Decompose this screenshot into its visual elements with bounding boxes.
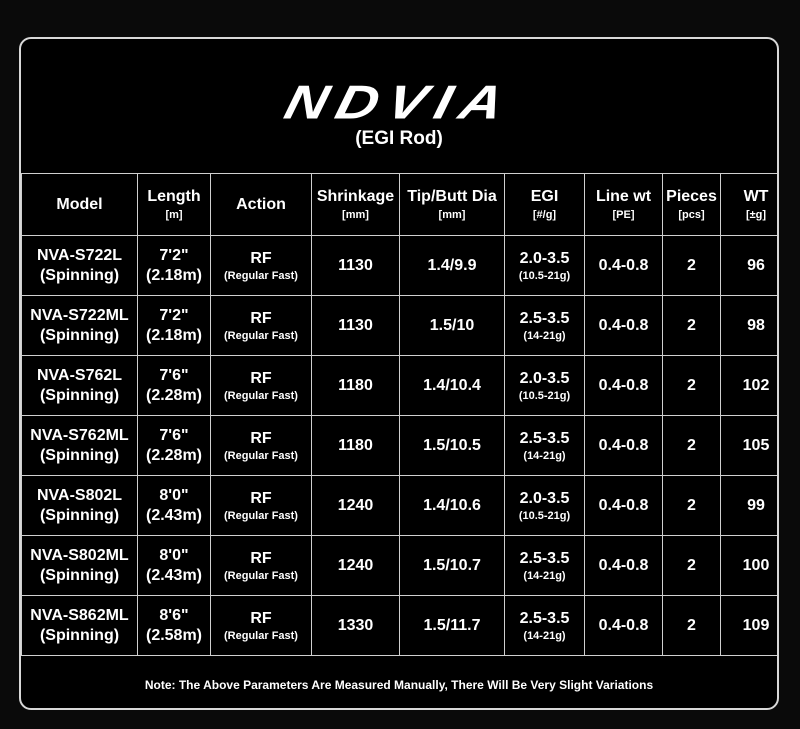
action-description: (Regular Fast) [224, 269, 298, 282]
column-header-unit: [mm] [438, 208, 466, 221]
spec-card [19, 37, 779, 710]
line-weight-value: 0.4-0.8 [598, 496, 649, 514]
table-row [22, 596, 780, 656]
pieces-value: 2 [687, 496, 696, 514]
shrinkage-value: 1240 [337, 556, 374, 574]
length-meters: (2.18m) [145, 266, 203, 284]
column-header-title: Line wt [595, 187, 652, 205]
length-cell [138, 416, 211, 476]
line-weight-cell [585, 476, 663, 536]
column-header [663, 174, 721, 236]
length-feet: 7'2" [159, 246, 189, 264]
egi-grams: (14-21g) [523, 569, 566, 582]
model-type: (Spinning) [39, 446, 120, 464]
column-header [585, 174, 663, 236]
egi-size: 2.0-3.5 [519, 369, 570, 387]
line-weight-cell [585, 416, 663, 476]
column-header [138, 174, 211, 236]
line-weight-cell [585, 596, 663, 656]
column-header-unit: [pcs] [678, 208, 705, 221]
length-meters: (2.43m) [145, 566, 203, 584]
length-meters: (2.18m) [145, 326, 203, 344]
action-description: (Regular Fast) [224, 509, 298, 522]
action-cell [211, 296, 312, 356]
egi-grams: (14-21g) [523, 449, 566, 462]
egi-grams: (10.5-21g) [518, 269, 571, 282]
spec-table-body [22, 236, 780, 656]
shrinkage-value: 1130 [338, 316, 373, 334]
action-description: (Regular Fast) [224, 329, 298, 342]
action-cell [211, 236, 312, 296]
weight-value: 98 [747, 316, 765, 334]
diameter-cell [400, 416, 505, 476]
line-weight-cell [585, 536, 663, 596]
length-feet: 8'0" [159, 486, 189, 504]
diameter-value: 1.4/10.6 [423, 496, 481, 514]
diameter-cell [400, 596, 505, 656]
subtitle: (EGI Rod) [355, 128, 443, 149]
weight-value: 109 [742, 616, 770, 634]
weight-value: 99 [747, 496, 765, 514]
diameter-value: 1.4/10.4 [423, 376, 481, 394]
column-header [721, 174, 780, 236]
line-weight-value: 0.4-0.8 [598, 316, 649, 334]
model-cell [22, 356, 138, 416]
diameter-cell [400, 296, 505, 356]
line-weight-value: 0.4-0.8 [598, 556, 649, 574]
column-header-unit: [±g] [745, 208, 767, 221]
shrinkage-value: 1180 [338, 436, 373, 454]
action-cell [211, 416, 312, 476]
line-weight-cell [585, 356, 663, 416]
length-cell [138, 356, 211, 416]
egi-grams: (10.5-21g) [518, 389, 571, 402]
action-description: (Regular Fast) [224, 449, 298, 462]
shrinkage-cell [312, 356, 400, 416]
model-code: NVA-S762ML [30, 426, 129, 444]
action-code: RF [250, 369, 272, 387]
footnote: Note: The Above Parameters Are Measured Manually, There Will Be Very Slight Variations [144, 678, 654, 692]
column-header-unit: [mm] [342, 208, 369, 221]
pieces-cell [663, 596, 721, 656]
line-weight-value: 0.4-0.8 [598, 256, 649, 274]
weight-cell [721, 236, 780, 296]
egi-cell [505, 476, 585, 536]
shrinkage-value: 1180 [338, 376, 373, 394]
column-header [400, 174, 505, 236]
egi-size: 2.0-3.5 [519, 489, 570, 507]
weight-cell [721, 536, 780, 596]
egi-grams: (14-21g) [523, 329, 566, 342]
action-description: (Regular Fast) [224, 629, 298, 642]
spec-table-header [22, 174, 780, 236]
column-header-unit: [PE] [612, 208, 635, 221]
shrinkage-value: 1130 [338, 256, 373, 274]
diameter-cell [400, 476, 505, 536]
diameter-cell [400, 356, 505, 416]
column-header-title: EGI [530, 187, 559, 205]
pieces-cell [663, 416, 721, 476]
length-cell [138, 296, 211, 356]
egi-size: 2.5-3.5 [519, 309, 570, 327]
pieces-value: 2 [687, 256, 696, 274]
weight-value: 96 [747, 256, 765, 274]
column-header-title: Tip/Butt Dia [407, 187, 497, 205]
action-cell [211, 356, 312, 416]
pieces-cell [663, 476, 721, 536]
spec-table [21, 173, 779, 656]
column-header-title: Pieces [666, 187, 717, 205]
line-weight-value: 0.4-0.8 [598, 376, 649, 394]
shrinkage-cell [312, 296, 400, 356]
column-header [312, 174, 400, 236]
model-cell [22, 236, 138, 296]
length-meters: (2.28m) [145, 386, 203, 404]
egi-cell [505, 356, 585, 416]
table-row [22, 296, 780, 356]
length-cell [138, 236, 211, 296]
model-cell [22, 536, 138, 596]
model-cell [22, 596, 138, 656]
egi-size: 2.5-3.5 [519, 549, 570, 567]
column-header-title: Model [56, 195, 103, 213]
table-row [22, 416, 780, 476]
length-cell [138, 596, 211, 656]
egi-size: 2.5-3.5 [519, 429, 570, 447]
pieces-cell [663, 236, 721, 296]
column-header [211, 174, 312, 236]
brand-logo [21, 69, 777, 136]
weight-cell [721, 476, 780, 536]
shrinkage-cell [312, 416, 400, 476]
model-type: (Spinning) [39, 506, 120, 524]
shrinkage-value: 1330 [337, 616, 374, 634]
length-feet: 7'6" [159, 426, 189, 444]
length-feet: 7'2" [159, 306, 189, 324]
pieces-value: 2 [687, 556, 696, 574]
action-cell [211, 536, 312, 596]
header-row [22, 174, 780, 236]
diameter-value: 1.5/10.5 [423, 436, 481, 454]
table-row [22, 236, 780, 296]
action-description: (Regular Fast) [224, 389, 298, 402]
weight-cell [721, 296, 780, 356]
pieces-value: 2 [687, 436, 696, 454]
model-code: NVA-S762L [36, 366, 123, 384]
action-code: RF [250, 489, 272, 507]
model-type: (Spinning) [39, 386, 120, 404]
length-feet: 8'0" [159, 546, 189, 564]
line-weight-cell [585, 236, 663, 296]
weight-value: 100 [742, 556, 770, 574]
length-feet: 8'6" [159, 606, 189, 624]
column-header [505, 174, 585, 236]
pieces-value: 2 [687, 616, 696, 634]
column-header-title: Action [236, 195, 286, 213]
model-type: (Spinning) [39, 626, 120, 644]
diameter-cell [400, 536, 505, 596]
pieces-value: 2 [687, 316, 696, 334]
shrinkage-cell [312, 536, 400, 596]
column-header [22, 174, 138, 236]
shrinkage-value: 1240 [337, 496, 374, 514]
model-type: (Spinning) [39, 326, 120, 344]
line-weight-cell [585, 296, 663, 356]
egi-cell [505, 536, 585, 596]
model-code: NVA-S722ML [30, 306, 129, 324]
diameter-value: 1.4/9.9 [427, 256, 477, 274]
model-code: NVA-S862ML [30, 606, 129, 624]
egi-cell [505, 236, 585, 296]
weight-value: 102 [742, 376, 770, 394]
diameter-value: 1.5/10 [429, 316, 475, 334]
model-type: (Spinning) [39, 266, 120, 284]
length-meters: (2.58m) [145, 626, 203, 644]
line-weight-value: 0.4-0.8 [598, 616, 649, 634]
egi-size: 2.0-3.5 [519, 249, 570, 267]
model-code: NVA-S802ML [30, 546, 129, 564]
column-header-title: Shrinkage [316, 187, 395, 205]
length-meters: (2.43m) [145, 506, 203, 524]
model-cell [22, 476, 138, 536]
table-row [22, 356, 780, 416]
action-code: RF [250, 429, 272, 447]
action-code: RF [250, 249, 272, 267]
model-type: (Spinning) [39, 566, 120, 584]
diameter-value: 1.5/11.7 [423, 616, 481, 634]
weight-cell [721, 356, 780, 416]
action-code: RF [250, 609, 272, 627]
length-cell [138, 476, 211, 536]
table-row [22, 476, 780, 536]
action-cell [211, 596, 312, 656]
action-cell [211, 476, 312, 536]
table-row [22, 536, 780, 596]
column-header-unit: [m] [165, 208, 183, 221]
diameter-value: 1.5/10.7 [423, 556, 481, 574]
column-header-unit: [#/g] [532, 208, 557, 221]
model-cell [22, 416, 138, 476]
egi-cell [505, 416, 585, 476]
action-code: RF [250, 309, 272, 327]
action-description: (Regular Fast) [224, 569, 298, 582]
egi-grams: (14-21g) [523, 629, 566, 642]
egi-cell [505, 296, 585, 356]
pieces-cell [663, 296, 721, 356]
egi-grams: (10.5-21g) [518, 509, 571, 522]
shrinkage-cell [312, 476, 400, 536]
length-cell [138, 536, 211, 596]
diameter-cell [400, 236, 505, 296]
shrinkage-cell [312, 236, 400, 296]
egi-cell [505, 596, 585, 656]
pieces-cell [663, 536, 721, 596]
pieces-value: 2 [687, 376, 696, 394]
column-header-title: Length [147, 187, 201, 205]
pieces-cell [663, 356, 721, 416]
weight-value: 105 [742, 436, 770, 454]
line-weight-value: 0.4-0.8 [598, 436, 649, 454]
action-code: RF [250, 549, 272, 567]
length-feet: 7'6" [159, 366, 189, 384]
model-code: NVA-S802L [36, 486, 123, 504]
model-cell [22, 296, 138, 356]
column-header-title: WT [743, 187, 769, 205]
egi-size: 2.5-3.5 [519, 609, 570, 627]
brand-logo-text: NDVIA [279, 75, 519, 130]
weight-cell [721, 596, 780, 656]
weight-cell [721, 416, 780, 476]
model-code: NVA-S722L [36, 246, 123, 264]
shrinkage-cell [312, 596, 400, 656]
length-meters: (2.28m) [145, 446, 203, 464]
